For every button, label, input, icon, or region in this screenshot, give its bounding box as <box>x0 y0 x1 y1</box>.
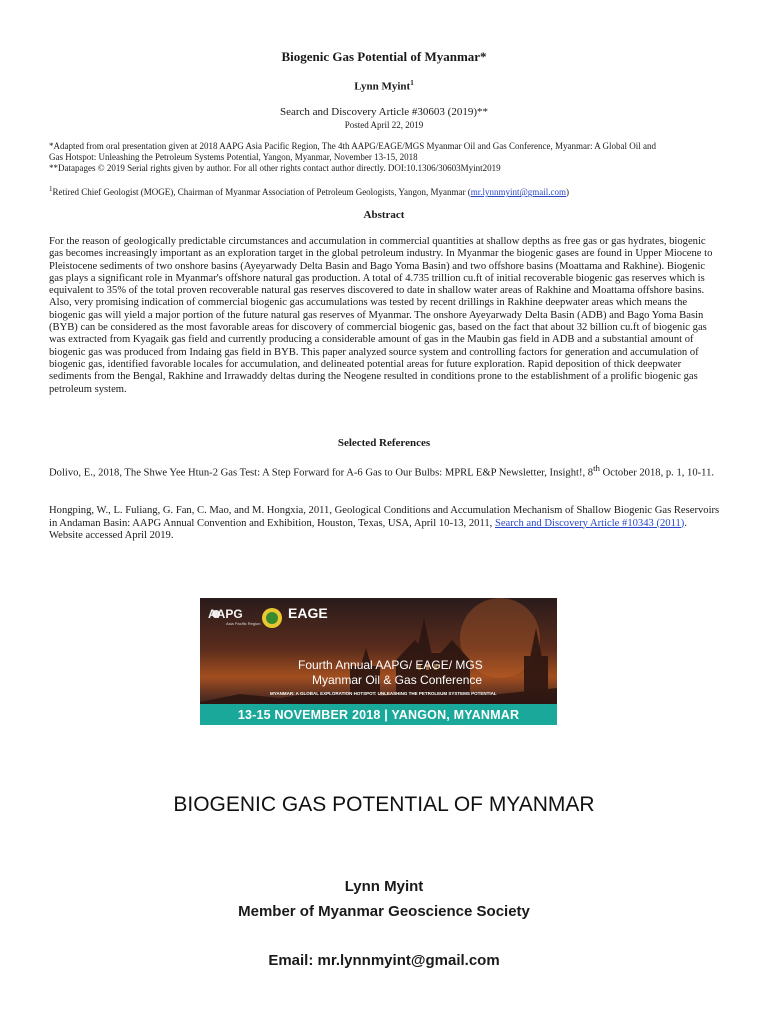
conference-tagline: MYANMAR: A GLOBAL EXPLORATION HOTSPOT: UNLEASHING THE PETROLEUM SYSTEMS POTENTIAL <box>270 691 497 696</box>
conference-name-line: Fourth Annual AAPG/ EAGE/ MGS <box>298 658 483 672</box>
abstract-heading: Abstract <box>363 209 405 221</box>
reference-text: October 2018, p. 1, 10-11. <box>599 467 715 479</box>
note-line: Gas Hotspot: Unleashing the Petroleum Systems Potential, Yangon, Myanmar, November 13-15, 2018 <box>49 152 418 162</box>
datapages-note: **Datapages © 2019 Serial rights given by author. For all other rights contact author directly. DOI:10.1306/30603Myint2019 <box>49 163 501 173</box>
slide-email: Email: mr.lynnmyint@gmail.com <box>268 952 500 969</box>
conference-banner-image <box>200 598 557 725</box>
slide-title: BIOGENIC GAS POTENTIAL OF MYANMAR <box>173 793 595 816</box>
affiliation-email-link[interactable]: mr.lynnmyint@gmail.com <box>470 187 566 197</box>
author-affiliation <box>49 184 719 198</box>
reference-item <box>49 462 721 480</box>
article-title: Biogenic Gas Potential of Myanmar* <box>281 49 487 64</box>
reference-item <box>49 505 721 543</box>
aapg-logo-text: AAPG <box>208 607 243 621</box>
slide-affiliation: Member of Myanmar Geoscience Society <box>238 903 530 920</box>
article-author <box>0 79 768 93</box>
affiliation-text: Retired Chief Geologist (MOGE), Chairman of Myanmar Association of Petroleum Geologists, Yangon, Myanmar ( <box>52 187 471 197</box>
search-discovery-line: Search and Discovery Article #30603 (2019)** <box>279 106 489 118</box>
conference-name-line: Myanmar Oil & Gas Conference <box>312 673 483 687</box>
note-line: *Adapted from oral presentation given at 2018 AAPG Asia Pacific Region, The 4th AAPG/EAGE/MGS Myanmar Oil and Gas Conference, Myanmar: A Global Oil and <box>49 141 656 151</box>
references-heading: Selected References <box>337 437 431 449</box>
aapg-region-text: Asia Pacific Region <box>226 621 261 626</box>
posted-date: Posted April 22, 2019 <box>344 120 424 130</box>
conference-dates-bar: 13-15 NOVEMBER 2018 | YANGON, MYANMAR <box>200 704 557 725</box>
reference-text: Hongping, W., L. Fuliang, G. Fan, C. Mao, and M. Hongxia, 2011, Geological Conditions and Accumulation Mechanism of Shallow Biogenic Gas Reservoirs in Andaman Basin: AAPG Annual Convention and Exhibition, Houston, Texas, USA, April 10-13, 2011, <box>49 505 720 529</box>
affiliation-marker: 1 <box>49 185 53 193</box>
ordinal-suffix: th <box>593 463 600 473</box>
reference-text: Dolivo, E., 2018, The Shwe Yee Htun-2 Gas Test: A Step Forward for A-6 Gas to Our Bulbs: MPRL E&P Newsletter, Insight!, 8 <box>49 467 594 479</box>
affiliation-close: ) <box>566 187 569 197</box>
adaptation-notes <box>49 141 719 174</box>
abstract-text: For the reason of geologically predictable circumstances and accumulation in commercial quantities at shallow depths as free gas or gas hydrates, biogenic gas becomes increasingly important as an exploration target in the global petroleum industry. In Myanmar the biogenic gases are found in Upper Miocene to Pleistocene sediments of two onshore basins (Ayeyarwady Delta Basin and Bago Yoma Basin) and two offshore basins (Moattama and Rakhine). Biogenic gas plays a significant role in Myanmar's offshore natural gas production. A total of 4.735 trillion cu.ft of initial recoverable biogenic gas reserves which is equivalent to 35% of the total proven recoverable natural gas reserves discovered to date in shallow water areas of Rakhine and Moattama offshore basins. Also, very promising indication of commercial biogenic gas accumulations was tested by recent drillings in Rakhine deepwater areas which means the biogenic gas will yield a major portion of the future natural gas reserves of Myanmar. The onshore Ayeyarwady Delta Basin (ADB) and Bago Yoma Basin (BYB) can be considered as the most favorable areas for discovery of commercial biogenic gas, based on the fact that about 32 billion cu.ft of biogenic gas was extracted from Kyagaik gas field and currently producing a considerable amount of gas in the Maubin gas field in ADB and a substantial amount of biogenic gas was produced from Indaing gas field in BYB. This paper analyzed source system and controlling factors for generation and accumulation of biogenic gas, identified favorable locales for accumulation, and delineated potential areas for future exploration. Rapid deposition of thick deepwater sediments from the Bengal, Rakhine and Irrawaddy deltas during the Neogene resulted in conditions prone to the establishment of a prolific biogenic gas petroleum system. <box>49 236 713 395</box>
reference-text: . Website accessed April 2019. <box>49 517 687 541</box>
author-name: Lynn Myint <box>354 80 411 93</box>
reference-link[interactable]: Search and Discovery Article #10343 (2011) <box>494 517 685 529</box>
author-footnote-marker: 1 <box>410 79 414 87</box>
slide-author: Lynn Myint <box>344 878 424 895</box>
eage-logo-text: EAGE <box>288 605 328 621</box>
